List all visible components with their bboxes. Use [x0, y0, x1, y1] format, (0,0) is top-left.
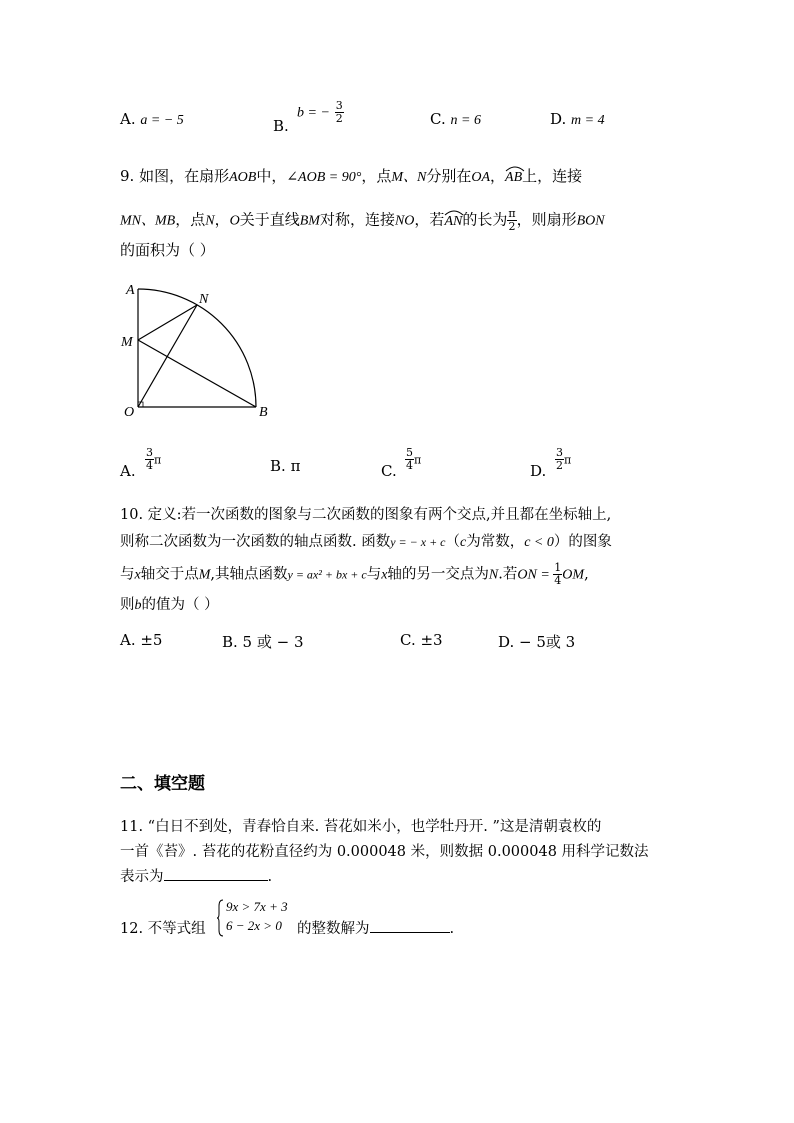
q10-line3: 与x轴交于点M,其轴点函数y = ax² + bx + c与x轴的另一交点为N.若ON = $\frac{1}{4}$ OM, [120, 561, 589, 587]
segment-mn [138, 305, 197, 340]
q10-option-d: D. − 5或 3 [498, 633, 576, 651]
q12-suffix: 的整数解为 . [297, 917, 454, 938]
q12-ineq1: 9x > 7x + 3 [226, 899, 288, 914]
q11-line3: 表示为 . [120, 865, 272, 886]
segment-on [138, 305, 197, 407]
label-o: O [124, 405, 135, 420]
segment-mb [138, 340, 256, 407]
q9-option-a-label: A. [120, 462, 136, 480]
q10-line1: 10. 定义:若一次函数的图象与二次函数的图象有两个交点,并且都在坐标轴上, [120, 507, 612, 523]
q10-line4: 则b的值为（ ） [120, 597, 219, 613]
q8-option-b-label: B. [273, 117, 289, 135]
system-brace-icon [216, 898, 224, 938]
q9-line2: MN、MB，点N，O关于直线BM对称，连接NO，若AN 的长为 $\frac{\pi}{2}$ ，则扇形BON [120, 207, 605, 233]
q10-option-b: B. 5 或 − 3 [222, 633, 304, 651]
section-heading: 二、填空题 [120, 774, 205, 794]
answer-blank-11[interactable] [164, 866, 268, 881]
label-a: A [126, 283, 135, 298]
q9-line1: 9. 如图，在扇形AOB中，∠AOB = 90°，点M、N分别在OA，AB 上，连接 [120, 167, 583, 185]
q9-option-a: $\frac{3}{4}$ π [146, 446, 162, 472]
q10-option-a: A. ±5 [120, 631, 163, 649]
q8-option-b: b = − $\frac{3}{2}$ [297, 99, 343, 125]
arc-an: AN [444, 214, 462, 229]
q9-option-c-label: C. [381, 462, 397, 480]
q8-option-a: A. a = − 5 [120, 110, 184, 128]
label-n: N [199, 292, 209, 307]
q11-line2: 一首《苔》. 苔花的花粉直径约为 0.000048 米，则数据 0.000048 用科学记数法 [120, 844, 649, 860]
q8-option-d: D. m = 4 [550, 110, 605, 128]
q9-option-d: $\frac{3}{2}$ π [556, 446, 572, 472]
q12-prefix: 12. 不等式组 [120, 921, 206, 937]
q9-option-d-label: D. [530, 462, 547, 480]
label-b: B [259, 405, 268, 420]
q9-option-c: $\frac{5}{4}$ π [406, 446, 422, 472]
arc-ab: AB [505, 170, 522, 185]
arc-ab-figure [138, 289, 256, 407]
label-m: M [121, 335, 133, 350]
answer-blank-12[interactable] [370, 918, 450, 933]
q11-line1: 11. “白日不到处，青春恰自来. 苔花如米小，也学牡丹开. ”这是清朝袁枚的 [120, 819, 602, 835]
q9-line3: 的面积为（ ） [120, 241, 215, 259]
q12-ineq2: 6 − 2x > 0 [226, 918, 282, 933]
sector-figure [115, 280, 285, 420]
q10-line2: 则称二次函数为一次函数的轴点函数. 函数y = − x + c（c为常数，c < 0）的图象 [120, 534, 612, 550]
q8-option-c: C. n = 6 [430, 110, 481, 128]
q10-option-c: C. ±3 [400, 631, 443, 649]
q9-option-b: B. π [270, 457, 301, 475]
